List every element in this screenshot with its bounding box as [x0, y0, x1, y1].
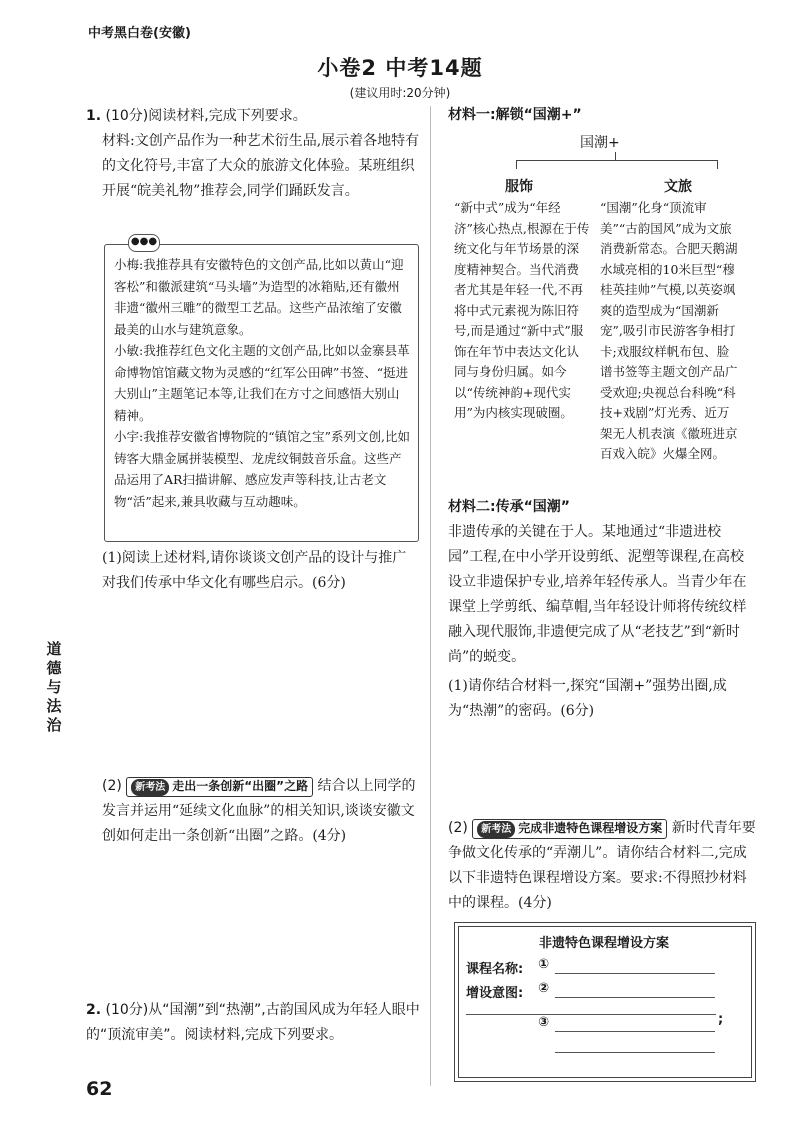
material-2-title: 材料二:传承“国潮”	[448, 499, 571, 515]
question-1	[86, 104, 421, 204]
speech-text	[114, 254, 410, 512]
page-number: 62	[86, 1078, 113, 1100]
subject-side-label: 道德与法治	[46, 640, 62, 734]
question-2-sub-1: (1)请你结合材料一,探究“国潮+”强势出圈,成为“热潮”的密码。(6分)	[448, 678, 727, 719]
column-text-fashion: “新中式”成为“年经济”核心热点,根源在于传统文化与年节场景的深度精神契合。当代消费者尤其是年轻一代,不再将中式元素视为陈旧符号,而是通过“新中式”服饰在年节中表达文化认同与身份归属。如今以“传统神韵+现代实用”为内核实现破圈。	[454, 200, 590, 420]
column-head-tourism: 文旅	[664, 179, 692, 195]
plan-answer-line-5[interactable]	[555, 1052, 715, 1053]
question-2-sub-2-text: 新时代青年要争做文化传承的“弄潮儿”。请你结合材料二,完成以下非遗特色课程增设方案。要求:不得照抄材料中的课程。(4分)	[448, 820, 756, 911]
plan-intent-label: 增设意图:	[466, 986, 524, 1001]
header-tag: 中考黑白卷(安徽)	[88, 26, 191, 41]
question-2-sub-2-pill	[472, 819, 667, 839]
new-method-tag: 新考法	[477, 821, 515, 838]
question-1-sub-2-pill	[126, 777, 313, 797]
plan-answer-line-1[interactable]	[555, 973, 715, 974]
question-1-sub-1: (1)阅读上述材料,请你谈谈文创产品的设计与推广对我们传承中华文化有哪些启示。(6分)	[102, 550, 407, 591]
question-2-stem: (10分)从“国潮”到“热潮”,古韵国风成为年轻人眼中的“顶流审美”。阅读材料,完成下列要求。	[86, 1002, 420, 1043]
speech-xiaomei: 小梅:我推荐具有安徽特色的文创产品,比如以黄山“迎客松”和徽派建筑“马头墙”为造型的冰箱贴,还有徽州非遗“徽州三雕”的微型工艺品。这些产品浓缩了安徽最美的山水与建筑意象。	[114, 257, 404, 337]
plan-mark-3: ③	[538, 1015, 550, 1030]
page-title: 小卷2 中考14题	[317, 56, 483, 80]
plan-answer-line-4[interactable]	[555, 1031, 715, 1032]
question-1-material: 材料:文创产品作为一种艺术衍生品,展示着各地特有的文化符号,丰富了大众的旅游文化体验。某班组织开展“皖美礼物”推荐会,同学们踊跃发言。	[102, 133, 420, 199]
speech-xiaoyu: 小宇:我推荐安徽省博物院的“镇馆之宝”系列文创,比如铸客大鼎金属拼装模型、龙虎纹铜鼓音乐盒。这些产品运用了AR扫描讲解、感应发声等科技,让古老文物“活”起来,兼具收藏与互动趣味。	[114, 429, 410, 509]
speech-bubble-icon: ●●●	[128, 234, 160, 252]
question-1-sub-2-pill-text: 走出一条创新“出圈”之路	[172, 779, 309, 793]
question-2-sub-2	[448, 816, 758, 916]
question-1-stem: (10分)阅读材料,完成下列要求。	[105, 108, 307, 124]
plan-course-name-label: 课程名称:	[466, 962, 524, 977]
material-2-text: 非遗传承的关键在于人。某地通过“非遗进校园”工程,在中小学开设剪纸、泥塑等课程,在高校设立非遗保护专业,培养年轻传承人。当青少年在课堂上学剪纸、编草帽,当年轻设计师将传统纹样融入现代服饰,非遗便完成了从“老技艺”到“新时尚”的蜕变。	[448, 524, 747, 665]
question-1-number: 1.	[86, 108, 102, 124]
plan-title: 非遗特色课程增设方案	[538, 936, 669, 951]
plan-separator: ;	[718, 1012, 724, 1027]
question-2-sub-2-pill-text: 完成非遗特色课程增设方案	[518, 821, 663, 835]
new-method-tag: 新考法	[131, 779, 169, 796]
question-2	[86, 998, 421, 1048]
column-head-fashion: 服饰	[505, 179, 533, 195]
guochao-plus-title: 国潮+	[580, 135, 620, 151]
question-2-sub-2-prefix: (2)	[448, 820, 468, 836]
question-1-sub-2-prefix: (2)	[102, 778, 122, 794]
bracket-connector	[516, 160, 718, 169]
plan-mark-2: ②	[538, 981, 550, 996]
plan-answer-line-3[interactable]	[466, 1014, 716, 1015]
plan-answer-line-2[interactable]	[555, 997, 715, 998]
column-divider	[430, 106, 431, 1086]
material-1-title: 材料一:解锁“国潮+”	[448, 107, 582, 123]
plan-mark-1: ①	[538, 957, 550, 972]
column-text-tourism: “国潮”化身“顶流审美”“古韵国风”成为文旅消费新常态。合肥天鹅湖水域亮相的10米巨型“穆桂英挂帅”气模,以英姿飒爽的造型成为“国潮新宠”,吸引市民游客争相打卡;戏服纹样帆布包、脸谱书签等主题文创产品广受欢迎;央视总台科晚“科技+戏剧”灯光秀、近万架无人机表演《徽班进京 百戏入皖》火爆全网。	[600, 200, 738, 461]
speech-xiaomin: 小敏:我推荐红色文化主题的文创产品,比如以金寨县革命博物馆馆藏文物为灵感的“红军公田碑”书签、“挺进大别山”主题笔记本等,让我们在方寸之间感悟大别山精神。	[114, 343, 410, 423]
question-2-number: 2.	[86, 1002, 102, 1018]
page-subtitle: (建议用时:20分钟)	[349, 86, 451, 100]
question-1-sub-2	[102, 774, 422, 849]
question-1-sub-2-text: 结合以上同学的发言并运用“延续文化血脉”的相关知识,谈谈安徽文创如何走出一条创新“出圈”之路。(4分)	[102, 778, 416, 844]
